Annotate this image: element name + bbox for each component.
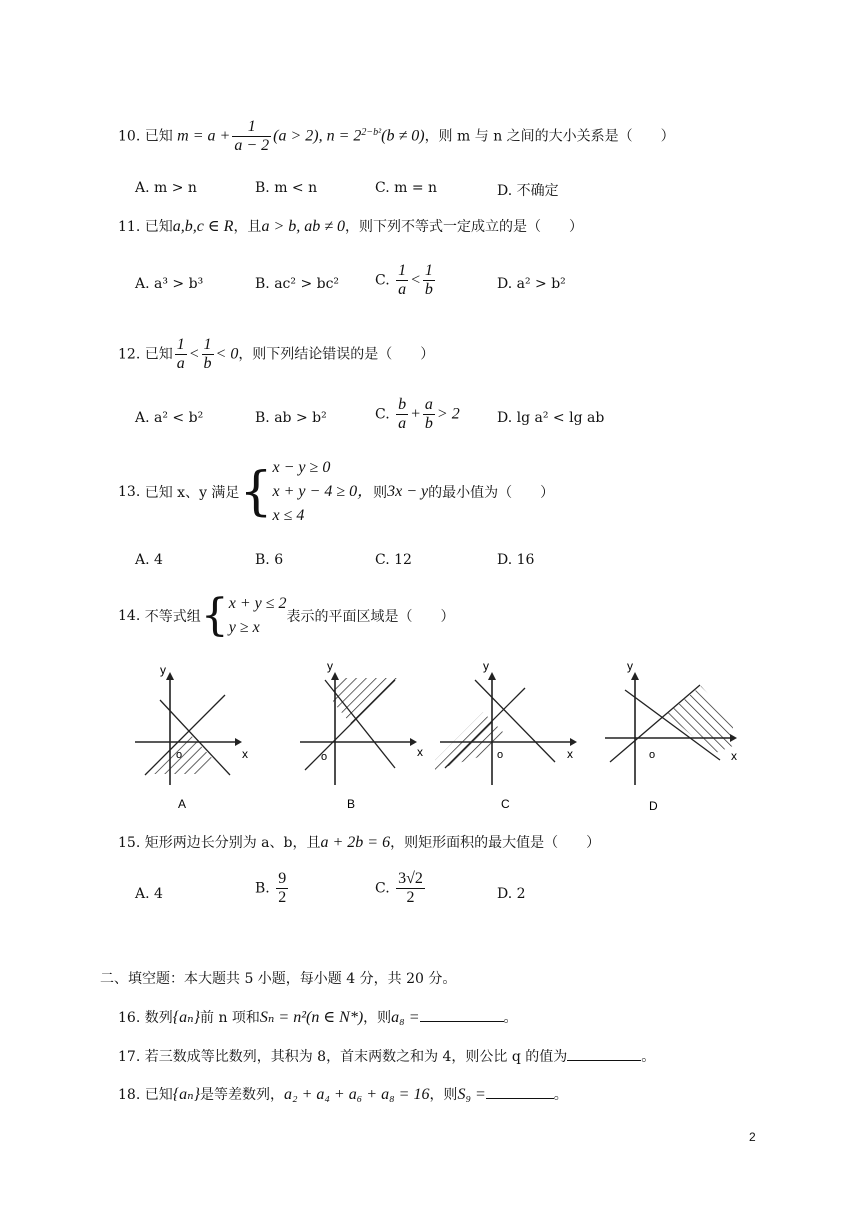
graph-d-y-label: y [627,659,633,673]
q11-option-a: A. a³ > b³ [135,276,204,292]
section-heading: 二、填空题：本大题共 5 小题，每小题 4 分，共 20 分。 [100,971,457,987]
graph-b [300,659,423,811]
q12-option-d: D. lg a² < lg ab [497,410,605,426]
question-13: 13. 已知 x、y 满足{ x − y ≥ 0 x + y − 4 ≥ 0， x ≤ 4 则3x − y的最小值为（ ） [118,456,554,528]
graph-a [135,663,248,811]
q11-option-c: C. $\frac{1}{a}$ < $\frac{1}{b}$ [375,262,433,298]
q10-option-d: D. 不确定 [497,183,559,199]
graph-b-label: B [347,797,356,811]
page-number: 2 [749,1130,756,1144]
graph-a-x-label: x [242,747,248,761]
graph-b-x-label: x [417,745,423,759]
question-10: 10. 已知 m = a + $\frac{1}{a - 2}$ (a > 2), $n = 2^{2-b^2}(b \ne 0)$，则 m 与 n 之间的大小关系是（ ） [118,118,675,154]
graph-d-origin: o [649,749,656,761]
q12-option-c: C. $\frac{b}{a}$ + $\frac{a}{b}$ > 2 [375,396,460,432]
question-15: 15. 矩形两边长分别为 a、b，且a + 2b = 6，则矩形面积的最大值是（ ） [118,834,601,851]
graph-c-label: C [501,797,510,811]
graph-c-x-label: x [567,747,573,761]
question-16: 16. 数列{aₙ}前 n 项和Sₙ = n²(n ∈ N*)，则a₈ = 。 [118,1009,518,1026]
question-17: 17. 若三数成等比数列，其积为 8，首末两数之和为 4，则公比 q 的值为 。 [118,1046,655,1066]
graph-a-y-label: y [160,663,166,677]
q10-option-b: B. m < n [255,180,318,196]
q16-answer-blank[interactable] [420,1007,504,1022]
q13-system: x − y ≥ 0 x + y − 4 ≥ 0， x ≤ 4 [272,459,374,524]
question-18: 18. 已知{aₙ}是等差数列，a₂ + a₄ + a₆ + a₈ = 16，则S₉ = 。 [118,1086,568,1103]
q15-option-c: C. $\frac{3√2}{2}$ [375,870,423,906]
q18-answer-blank[interactable] [486,1084,554,1099]
graph-d-x-label: x [731,749,737,763]
graph-d-label: D [649,799,658,813]
graph-a-label: A [178,797,187,811]
q15-option-b: B. $\frac{9}{2}$ [255,870,287,906]
graph-b-origin: o [321,751,328,763]
q12-option-a: A. a² < b² [135,410,204,426]
q10-option-a: A. m > n [135,180,197,196]
graph-d [605,659,737,813]
q13-option-a: A. 4 [135,552,163,568]
question-11: 11. 已知a,b,c ∈ R，且a > b, ab ≠ 0，则下列不等式一定成立的是（ ） [118,218,584,235]
q17-answer-blank[interactable] [567,1046,641,1061]
question-12: 12. 已知 $\frac{1}{a}$ < $\frac{1}{b}$ < 0，则下列结论错误的是（ ） [118,336,435,372]
q13-option-b: B. 6 [255,552,284,568]
q13-option-d: D. 16 [497,552,535,568]
q10-option-c: C. m = n [375,180,438,196]
q15-option-a: A. 4 [135,886,163,902]
q11-option-d: D. a² > b² [497,276,566,292]
q10-m-expr: m = a + [177,127,231,145]
question-14: 14. 不等式组{ x + y ≤ 2 y ≥ x 表示的平面区域是（ ） [118,590,455,641]
q14-system: x + y ≤ 2 y ≥ x [228,595,287,636]
graph-a-origin: o [176,749,183,761]
graph-b-y-label: y [327,659,333,673]
q12-option-b: B. ab > b² [255,410,327,426]
q11-option-b: B. ac² > bc² [255,276,340,292]
graph-c-origin: o [497,749,504,761]
q10-fraction: $\frac{1}{a - 2}$ [234,118,270,154]
graph-c [435,659,577,811]
graph-c-y-label: y [483,659,489,673]
q13-option-c: C. 12 [375,552,412,568]
q14-graphs [120,650,740,820]
q15-option-d: D. 2 [497,886,526,902]
